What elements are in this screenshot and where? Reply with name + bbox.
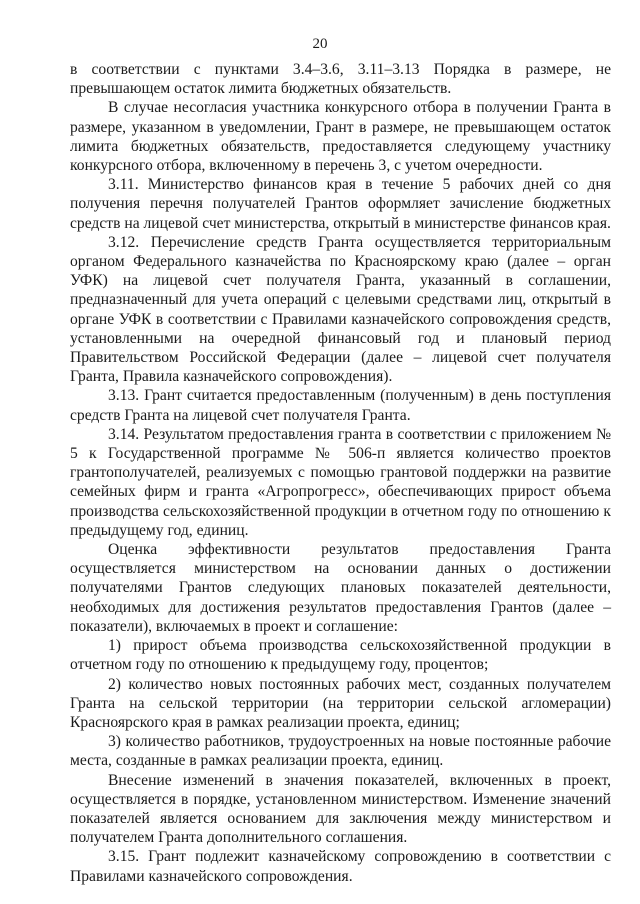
paragraph-changes: Внесение изменений в значения показателей, включенных в проект, осуществляется в порядке, установленном министерством. Изменение значений показателей является основанием для заключения между министерством и получателем Гранта дополнительного соглашения. [70, 771, 611, 847]
paragraph-continuation: в соответствии с пунктами 3.4–3.6, 3.11–3.13 Порядка в размере, не превышающем остаток лимита бюджетных обязательств. [70, 61, 611, 98]
page-number: 20 [312, 36, 328, 52]
paragraph-evaluation: Оценка эффективности результатов предоставления Гранта осуществляется министерством на основании данных о достижении получателями Грантов следующих плановых показателей деятельности, необходимых для достижения результатов предоставления Грантов (далее – показатели), включаемых в проект и соглашение: [70, 541, 611, 635]
paragraph-3-12: 3.12. Перечисление средств Гранта осуществляется территориальным органом Федерального казначейства по Красноярскому краю (далее – орган УФК) на лицевой счет получателя Гранта, указанный в соглашении, предназначенный для учета операций с целевыми средствами лиц, открытый в органе УФК в соответствии с Правилами казначейского сопровождения средств, установленными на очередной финансовый год и плановый период Правительством Российской Федерации (далее – лицевой счет получателя Гранта, Правила казначейского сопровождения). [70, 233, 611, 386]
paragraph-disagreement: В случае несогласия участника конкурсного отбора в получении Гранта в размере, указанном в уведомлении, Грант в размере, не превышающем остаток лимита бюджетных обязательств, предоставляется следующему участнику конкурсного отбора, включенному в перечень 3, с учетом очередности. [70, 99, 611, 175]
indicator-item-3: 3) количество работников, трудоустроенных на новые постоянные рабочие места, созданные в рамках реализации проекта, единиц. [70, 733, 611, 770]
paragraph-3-15: 3.15. Грант подлежит казначейскому сопровождению в соответствии с Правилами казначейского сопровождения. [70, 848, 611, 885]
indicator-item-1: 1) прирост объема производства сельскохозяйственной продукции в отчетном году по отношению к предыдущему году, процентов; [70, 637, 611, 674]
paragraph-3-11: 3.11. Министерство финансов края в течение 5 рабочих дней со дня получения перечня получателей Грантов оформляет зачисление бюджетных средств на лицевой счет министерства, открытый в министерстве финансов края. [70, 176, 611, 232]
document-body [70, 60, 611, 886]
indicator-item-2: 2) количество новых постоянных рабочих мест, созданных получателем Гранта на сельской территории (на территории сельской агломерации) Красноярского края в рамках реализации проекта, единиц; [70, 675, 611, 731]
paragraph-3-13: 3.13. Грант считается предоставленным (полученным) в день поступления средств Гранта на лицевой счет получателя Гранта. [70, 387, 611, 424]
paragraph-3-14: 3.14. Результатом предоставления гранта в соответствии с приложением № 5 к Государственной программе № 506-п является количество проектов грантополучателей, реализуемых с помощью грантовой поддержки на развитие семейных фирм и гранта «Агропрогресс», обеспечивающих прирост объема производства сельскохозяйственной продукции в отчетном году по отношению к предыдущему год, единиц. [70, 425, 611, 539]
